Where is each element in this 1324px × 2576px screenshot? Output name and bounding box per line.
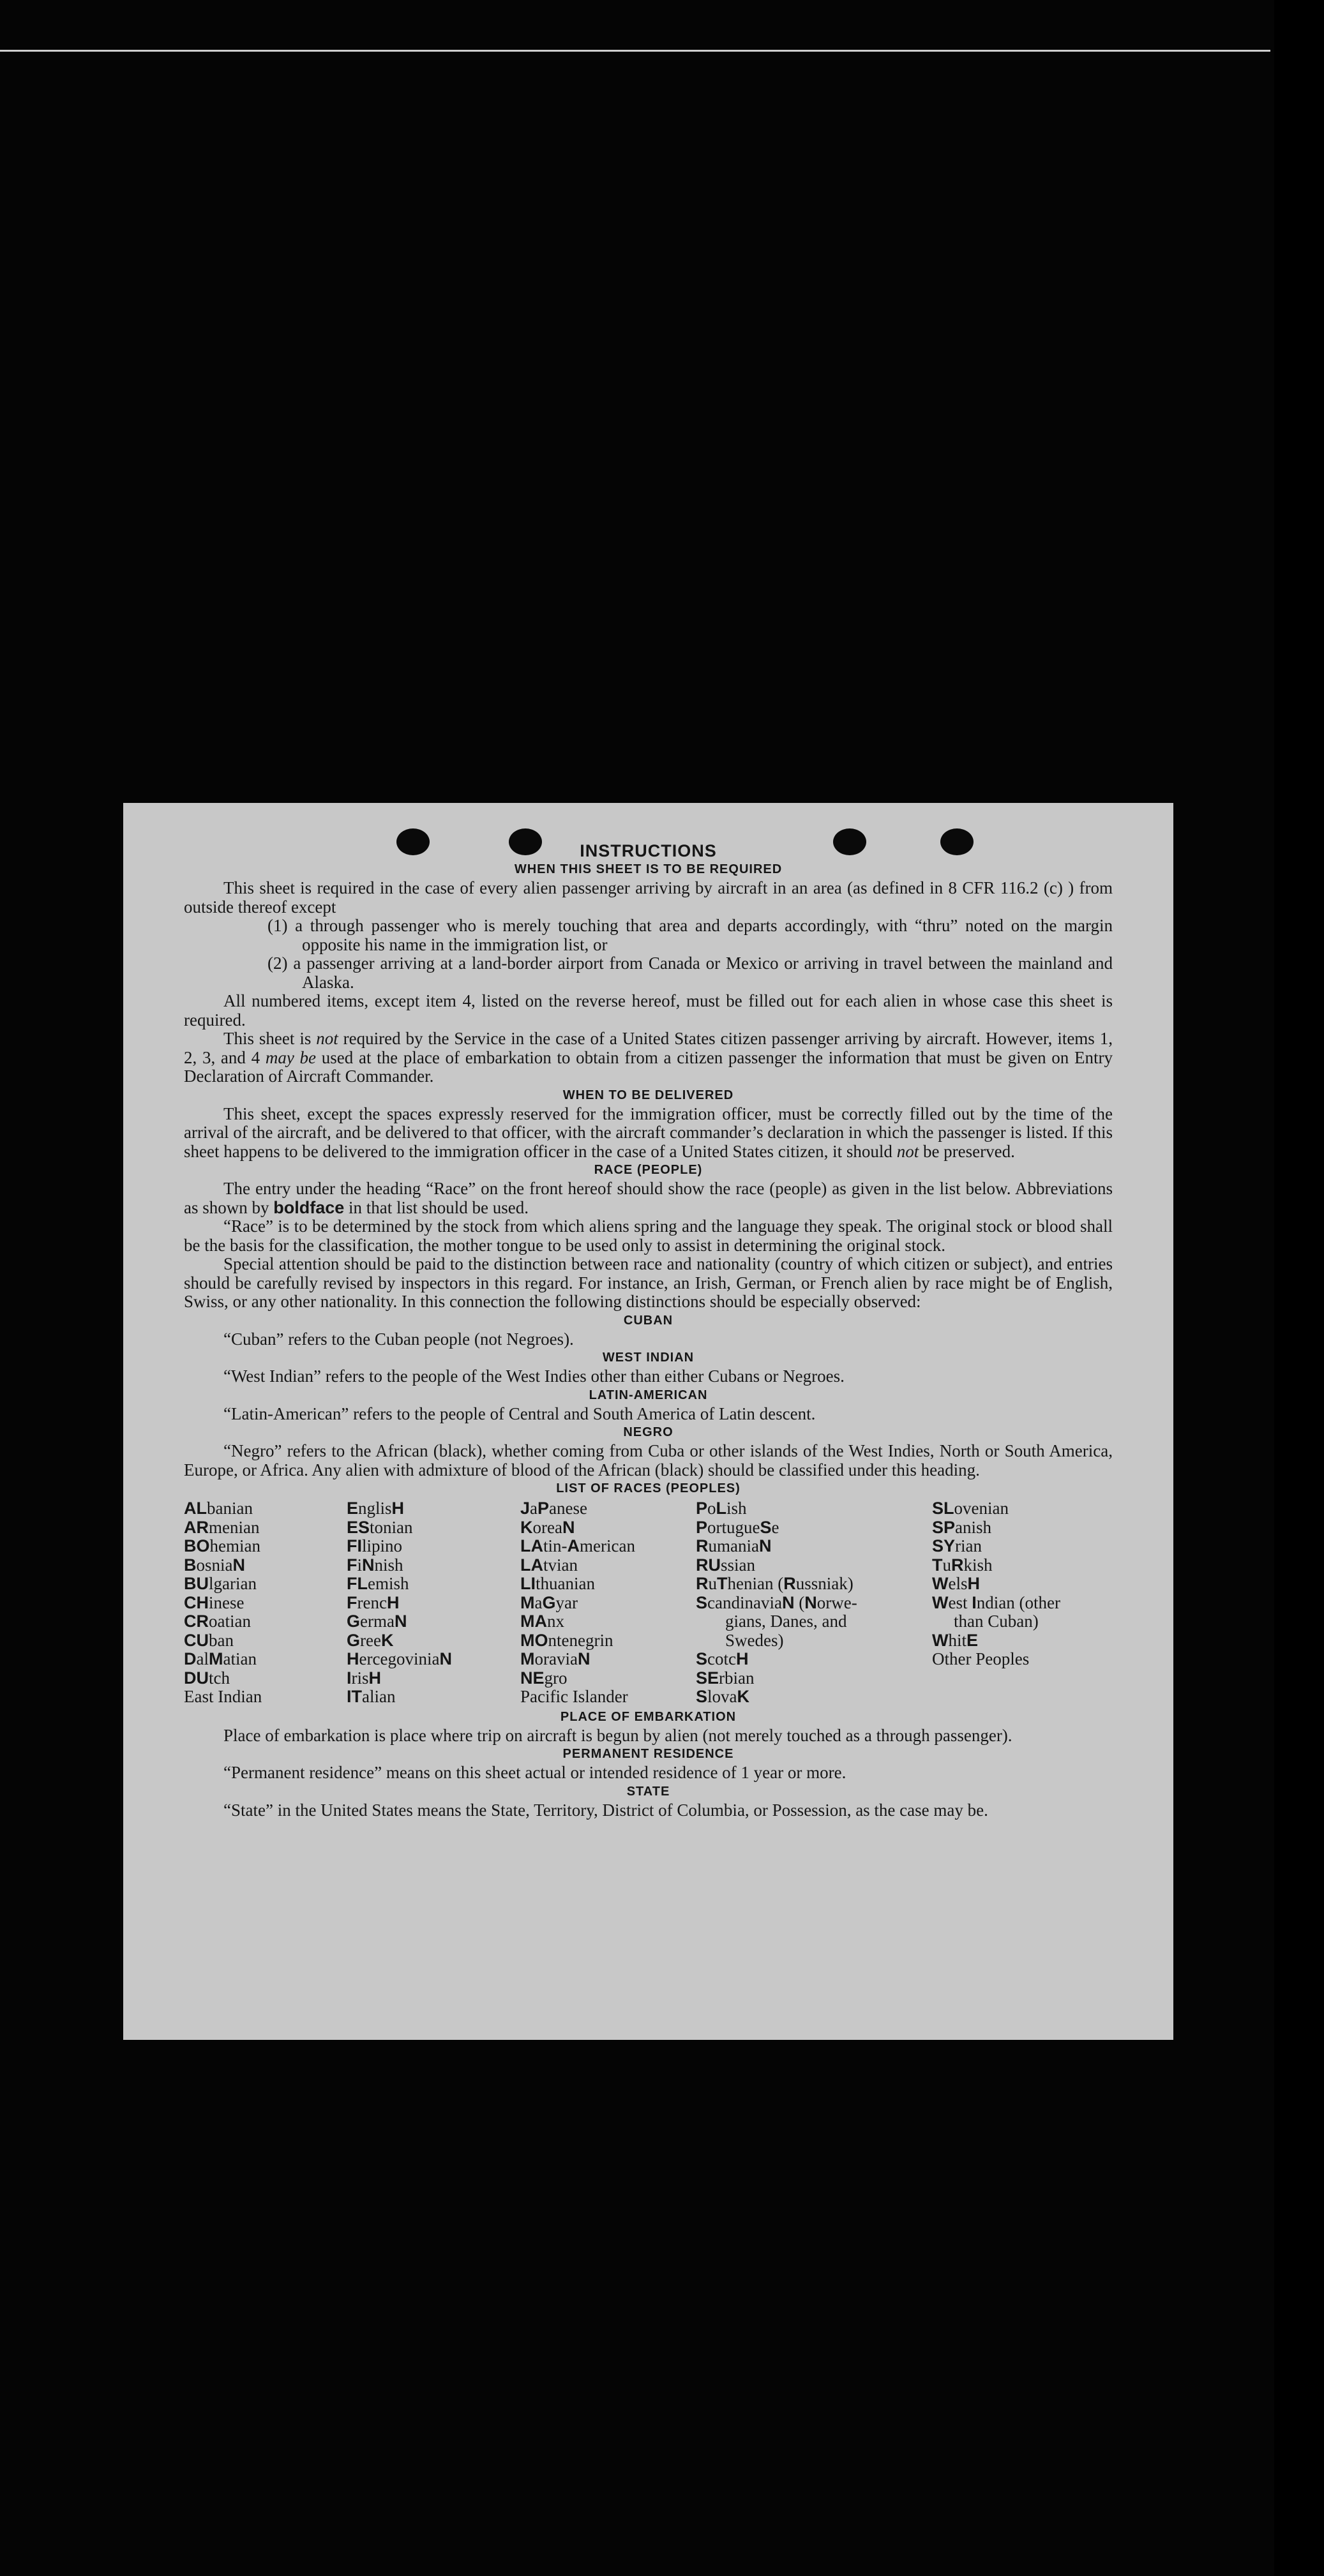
paragraph: Special attention should be paid to the distinction between race and nationality (country of which citizen or subject), and entries should be carefully revised by inspectors in this regard. For instance, an Irish, German, or French alien by race might be of English, Swiss, or any other nationality. In this connection the following distinctions should be especially observed: bbox=[184, 1254, 1113, 1311]
paragraph bbox=[184, 1030, 1113, 1086]
race-item: NEgro bbox=[520, 1668, 568, 1688]
race-item: EnglisH bbox=[347, 1499, 405, 1518]
race-column bbox=[932, 1499, 1113, 1707]
race-item: EStonian bbox=[347, 1517, 413, 1537]
paragraph bbox=[184, 1179, 1113, 1217]
race-item: GreeK bbox=[347, 1630, 394, 1650]
race-item: SLovenian bbox=[932, 1499, 1009, 1518]
bold-text: boldface bbox=[273, 1197, 345, 1217]
italic-text: not bbox=[896, 1141, 919, 1161]
race-item: West Indian (other bbox=[932, 1592, 1060, 1612]
race-item: FLemish bbox=[347, 1574, 409, 1593]
section-heading: STATE bbox=[626, 1784, 670, 1799]
race-item: JaPanese bbox=[520, 1499, 587, 1518]
race-item: SPanish bbox=[932, 1517, 992, 1537]
race-item: ARmenian bbox=[184, 1517, 260, 1537]
race-item: FIlipino bbox=[347, 1536, 403, 1555]
race-item: BosniaN bbox=[184, 1555, 245, 1575]
race-list bbox=[184, 1499, 1113, 1707]
section-heading: NEGRO bbox=[623, 1425, 673, 1439]
race-item: GermaN bbox=[347, 1612, 407, 1631]
italic-text: not bbox=[316, 1029, 338, 1048]
race-item: ScandinaviaN (Norwe- bbox=[696, 1592, 857, 1612]
race-item: BUlgarian bbox=[184, 1574, 257, 1593]
race-item: IrisH bbox=[347, 1668, 382, 1688]
race-item: CHinese bbox=[184, 1592, 244, 1612]
race-item: RumaniaN bbox=[696, 1536, 772, 1555]
race-item: RuThenian (Russniak) bbox=[696, 1574, 854, 1593]
race-item: BOhemian bbox=[184, 1536, 260, 1555]
text-run: This sheet, except the spaces expressly reserved for the immigration officer, must be correctly filled out by the time of the arrival of the aircraft, and be delivered to that officer, with the aircraft commander’s declaration in which the passenger is listed. If this sheet happens to be delivered to the immigration officer in the case of a United States citizen, it should bbox=[184, 1104, 1113, 1161]
paragraph: This sheet is required in the case of every alien passenger arriving by aircraft in an area (as defined in 8 CFR 116.2 (c) ) from outside thereof except bbox=[184, 878, 1113, 917]
race-item: LAtvian bbox=[520, 1555, 578, 1575]
paragraph: “Race” is to be determined by the stock from which aliens spring and the language they speak. The original stock or blood shall be the basis for the classification, the mother tongue to be used only to assist in determining the original stock. bbox=[184, 1217, 1113, 1255]
punch-hole bbox=[509, 828, 542, 855]
race-item: Other Peoples bbox=[932, 1649, 1030, 1668]
race-item: MoraviaN bbox=[520, 1649, 591, 1668]
list-item: (2) a passenger arriving at a land-border airport from Canada or Mexico or arriving in travel between the mainland and Alaska. bbox=[267, 954, 1113, 992]
race-item: FiNnish bbox=[347, 1555, 403, 1575]
race-item: ITalian bbox=[347, 1687, 396, 1706]
race-item: gians, Danes, and bbox=[725, 1612, 847, 1631]
paragraph: “Latin-American” refers to the people of Central and South America of Latin descent. bbox=[223, 1404, 816, 1423]
text-run: This sheet is bbox=[223, 1029, 317, 1048]
paragraph bbox=[184, 1105, 1113, 1162]
punch-hole bbox=[940, 828, 974, 855]
top-rule bbox=[0, 50, 1270, 52]
section-heading: LATIN-AMERICAN bbox=[589, 1388, 708, 1402]
race-item: PortugueSe bbox=[696, 1517, 779, 1537]
race-item: FrencH bbox=[347, 1592, 400, 1612]
race-item: LIthuanian bbox=[520, 1574, 595, 1593]
race-item: ScotcH bbox=[696, 1649, 749, 1668]
text-run: required by the Service in the case of a United States citizen passenger arriving by aircraft. However, items 1, 2, 3, and 4 bbox=[184, 1029, 1113, 1067]
race-item: CUban bbox=[184, 1630, 234, 1650]
race-item: MOntenegrin bbox=[520, 1630, 613, 1650]
text-run: The entry under the heading “Race” on the front hereof should show the race (people) as given in the list below. Abbreviations as shown by bbox=[184, 1179, 1113, 1217]
race-column bbox=[520, 1499, 696, 1707]
punch-hole bbox=[396, 828, 430, 855]
doc-title: INSTRUCTIONS bbox=[580, 841, 717, 860]
race-item: Pacific Islander bbox=[520, 1687, 628, 1706]
race-item: LAtin-American bbox=[520, 1536, 635, 1555]
race-item: HercegoviniaN bbox=[347, 1649, 452, 1668]
race-column bbox=[347, 1499, 520, 1707]
text-run: be preserved. bbox=[919, 1141, 1015, 1161]
section-heading: WHEN TO BE DELIVERED bbox=[562, 1088, 734, 1102]
section-heading: LIST OF RACES (PEOPLES) bbox=[556, 1481, 741, 1495]
race-item: DUtch bbox=[184, 1668, 230, 1688]
text-run: used at the place of embarkation to obtain from a citizen passenger the information that must be given on Entry Declaration of Aircraft Commander. bbox=[184, 1047, 1113, 1086]
race-item: DalMatian bbox=[184, 1649, 257, 1668]
race-item: WelsH bbox=[932, 1574, 980, 1593]
list-item: (1) a through passenger who is merely touching that area and departs accordingly, with “thru” noted on the margin opposite his name in the immigration list, or bbox=[267, 916, 1113, 954]
race-item: East Indian bbox=[184, 1687, 262, 1706]
right-strip bbox=[1274, 0, 1324, 2576]
section-heading: WHEN THIS SHEET IS TO BE REQUIRED bbox=[514, 862, 783, 876]
paragraph: “Cuban” refers to the Cuban people (not Negroes). bbox=[223, 1329, 574, 1349]
punch-hole bbox=[833, 828, 866, 855]
section-heading: PERMANENT RESIDENCE bbox=[562, 1747, 734, 1761]
instruction-sheet bbox=[123, 803, 1173, 2040]
race-item: TuRkish bbox=[932, 1555, 993, 1575]
italic-text: may be bbox=[265, 1047, 317, 1067]
race-item: RUssian bbox=[696, 1555, 755, 1575]
race-item: SErbian bbox=[696, 1668, 755, 1688]
paragraph: “Permanent residence” means on this sheet actual or intended residence of 1 year or more. bbox=[223, 1763, 846, 1782]
paragraph: Place of embarkation is place where trip on aircraft is begun by alien (not merely touched as a through passenger). bbox=[223, 1725, 1012, 1745]
race-item: ALbanian bbox=[184, 1499, 253, 1518]
paragraph: All numbered items, except item 4, listed on the reverse hereof, must be filled out for each alien in whose case this sheet is required. bbox=[184, 991, 1113, 1030]
paragraph: “Negro” refers to the African (black), whether coming from Cuba or other islands of the West Indies, North or South America, Europe, or Africa. Any alien with admixture of blood of the African (black) should be classified under this heading. bbox=[184, 1441, 1113, 1479]
race-item: SlovaK bbox=[696, 1687, 750, 1706]
section-heading: RACE (PEOPLE) bbox=[594, 1163, 703, 1177]
race-item: MAnx bbox=[520, 1612, 564, 1631]
race-item: than Cuban) bbox=[954, 1612, 1039, 1631]
race-item: CRoatian bbox=[184, 1612, 251, 1631]
section-heading: WEST INDIAN bbox=[602, 1351, 695, 1365]
race-item: KoreaN bbox=[520, 1517, 575, 1537]
paragraph: “West Indian” refers to the people of the West Indies other than either Cubans or Negroes. bbox=[223, 1367, 845, 1386]
race-column bbox=[696, 1499, 932, 1707]
race-item: MaGyar bbox=[520, 1592, 578, 1612]
race-item: WhitE bbox=[932, 1630, 979, 1650]
race-column bbox=[184, 1499, 347, 1707]
race-item: PoLish bbox=[696, 1499, 747, 1518]
text-run: in that list should be used. bbox=[344, 1197, 529, 1217]
race-item: SYrian bbox=[932, 1536, 982, 1555]
race-item: Swedes) bbox=[725, 1630, 784, 1650]
section-heading: CUBAN bbox=[623, 1313, 673, 1328]
paragraph: “State” in the United States means the State, Territory, District of Columbia, or Possession, as the case may be. bbox=[223, 1800, 988, 1820]
section-heading: PLACE OF EMBARKATION bbox=[560, 1709, 737, 1724]
